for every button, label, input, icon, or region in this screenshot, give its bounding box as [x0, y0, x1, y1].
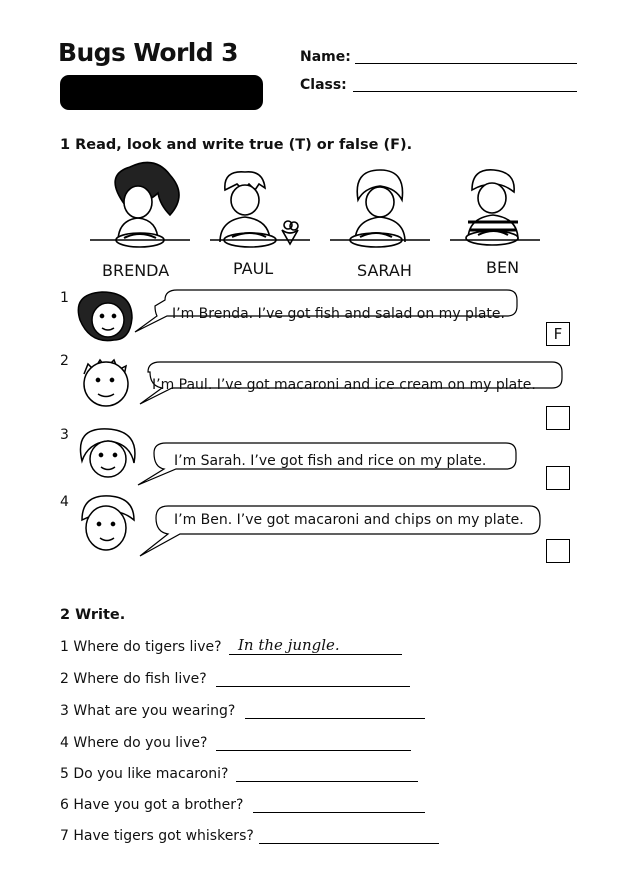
name-field[interactable]	[355, 63, 577, 64]
brenda-head-icon	[78, 292, 132, 341]
kid-name-sarah: SARAH	[357, 261, 412, 280]
question-6: 6 Have you got a brother?	[60, 797, 244, 813]
kid-name-ben: BEN	[486, 258, 520, 277]
item-number: 2	[60, 353, 69, 369]
question-1: 1 Where do tigers live?	[60, 639, 222, 655]
bubble-text-3: I’m Sarah. I’ve got fish and rice on my plate.	[174, 453, 487, 469]
sarah-figure	[350, 170, 405, 247]
item-number: 4	[60, 494, 69, 510]
paul-head-icon	[84, 360, 128, 406]
kid-name-brenda: BRENDA	[102, 261, 170, 280]
brenda-figure	[115, 163, 179, 248]
question-4: 4 Where do you live?	[60, 735, 208, 751]
sarah-head-icon	[80, 429, 134, 477]
exercise2-heading: 2 Write.	[60, 607, 126, 623]
exercise1-heading: 1 Read, look and write true (T) or false (F).	[60, 137, 413, 153]
question-2: 2 Where do fish live?	[60, 671, 207, 687]
answer-line-6[interactable]	[253, 812, 425, 813]
answer-line-5[interactable]	[236, 781, 418, 782]
answer-line-4[interactable]	[216, 750, 411, 751]
kids-at-table-illustration	[60, 160, 560, 255]
class-field[interactable]	[353, 91, 577, 92]
answer-1: In the jungle.	[238, 636, 340, 654]
bubble-text-2: I’m Paul. I’ve got macaroni and ice cream on my plate.	[152, 377, 536, 393]
answer-line-7[interactable]	[259, 843, 439, 844]
question-5: 5 Do you like macaroni?	[60, 766, 229, 782]
paul-figure	[220, 172, 298, 247]
ben-head-icon	[82, 496, 134, 550]
answer-line-1[interactable]	[229, 654, 402, 655]
answer-box-2[interactable]	[546, 406, 570, 430]
answer-box-3[interactable]	[546, 466, 570, 490]
answer-line-2[interactable]	[216, 686, 410, 687]
name-label: Name:	[300, 49, 351, 65]
answer-line-3[interactable]	[245, 718, 425, 719]
bubble-text-4: I’m Ben. I’ve got macaroni and chips on my plate.	[174, 512, 524, 528]
question-3: 3 What are you wearing?	[60, 703, 236, 719]
worksheet-title: Bugs World 3	[58, 38, 238, 67]
answer-box-4[interactable]	[546, 539, 570, 563]
item-number: 3	[60, 427, 69, 443]
bubble-text-1: I’m Brenda. I’ve got fish and salad on my plate.	[172, 306, 505, 322]
kid-name-paul: PAUL	[233, 259, 274, 278]
class-label: Class:	[300, 77, 347, 93]
answer-box-1[interactable]: F	[546, 322, 570, 346]
black-banner	[60, 75, 263, 110]
question-7: 7 Have tigers got whiskers?	[60, 828, 254, 844]
ben-figure	[466, 170, 518, 245]
item-number: 1	[60, 290, 69, 306]
